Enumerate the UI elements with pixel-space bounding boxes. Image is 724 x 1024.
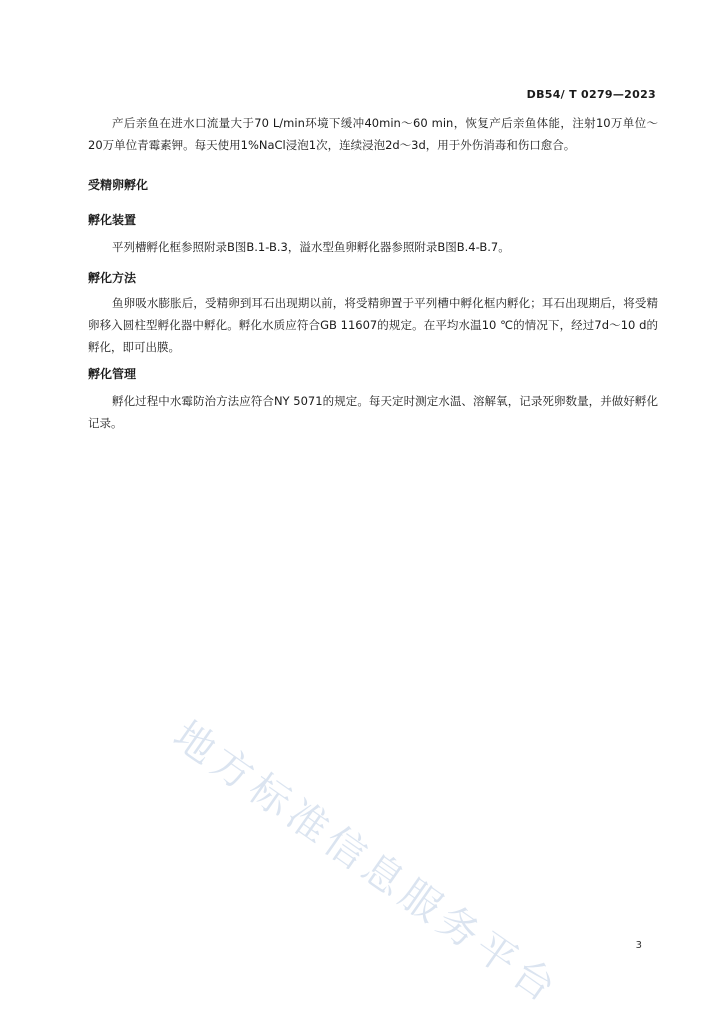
watermark: 地方标准信息服务平台 bbox=[164, 712, 568, 1015]
subsection-heading-hatching-equipment: 孵化装置 bbox=[88, 213, 137, 227]
paragraph-hatching-equipment: 平列槽孵化框参照附录B图B.1-B.3，溢水型鱼卵孵化器参照附录B图B.4-B.7。 bbox=[112, 240, 510, 254]
subsection-heading-hatching-method: 孵化方法 bbox=[88, 271, 137, 285]
paragraph-hatching-management: 孵化过程中水霉防治方法应符合NY 5071的规定。每天定时测定水温、溶解氧，记录死卵数量，并做好孵化记录。 bbox=[88, 394, 658, 430]
paragraph-postpartum-care: 产后亲鱼在进水口流量大于70 L/min环境下缓冲40min～60 min，恢复产后亲鱼体能，注射10万单位～20万单位青霉素钾。每天使用1%NaCl浸泡1次，连续浸泡2d～3d，用于外伤消毒和伤口愈合。 bbox=[88, 116, 658, 152]
subsection-heading-hatching-management: 孵化管理 bbox=[88, 367, 137, 381]
standard-code: DB54/ T 0279—2023 bbox=[526, 88, 656, 101]
paragraph-hatching-method: 鱼卵吸水膨胀后，受精卵到耳石出现期以前，将受精卵置于平列槽中孵化框内孵化；耳石出现期后，将受精卵移入圆柱型孵化器中孵化。孵化水质应符合GB 11607的规定。在平均水温10 ℃的情况下，经过7d～10 d的孵化，即可出膜。 bbox=[88, 296, 658, 354]
section-heading-egg-hatching: 受精卵孵化 bbox=[88, 178, 149, 192]
page-number: 3 bbox=[635, 940, 642, 951]
